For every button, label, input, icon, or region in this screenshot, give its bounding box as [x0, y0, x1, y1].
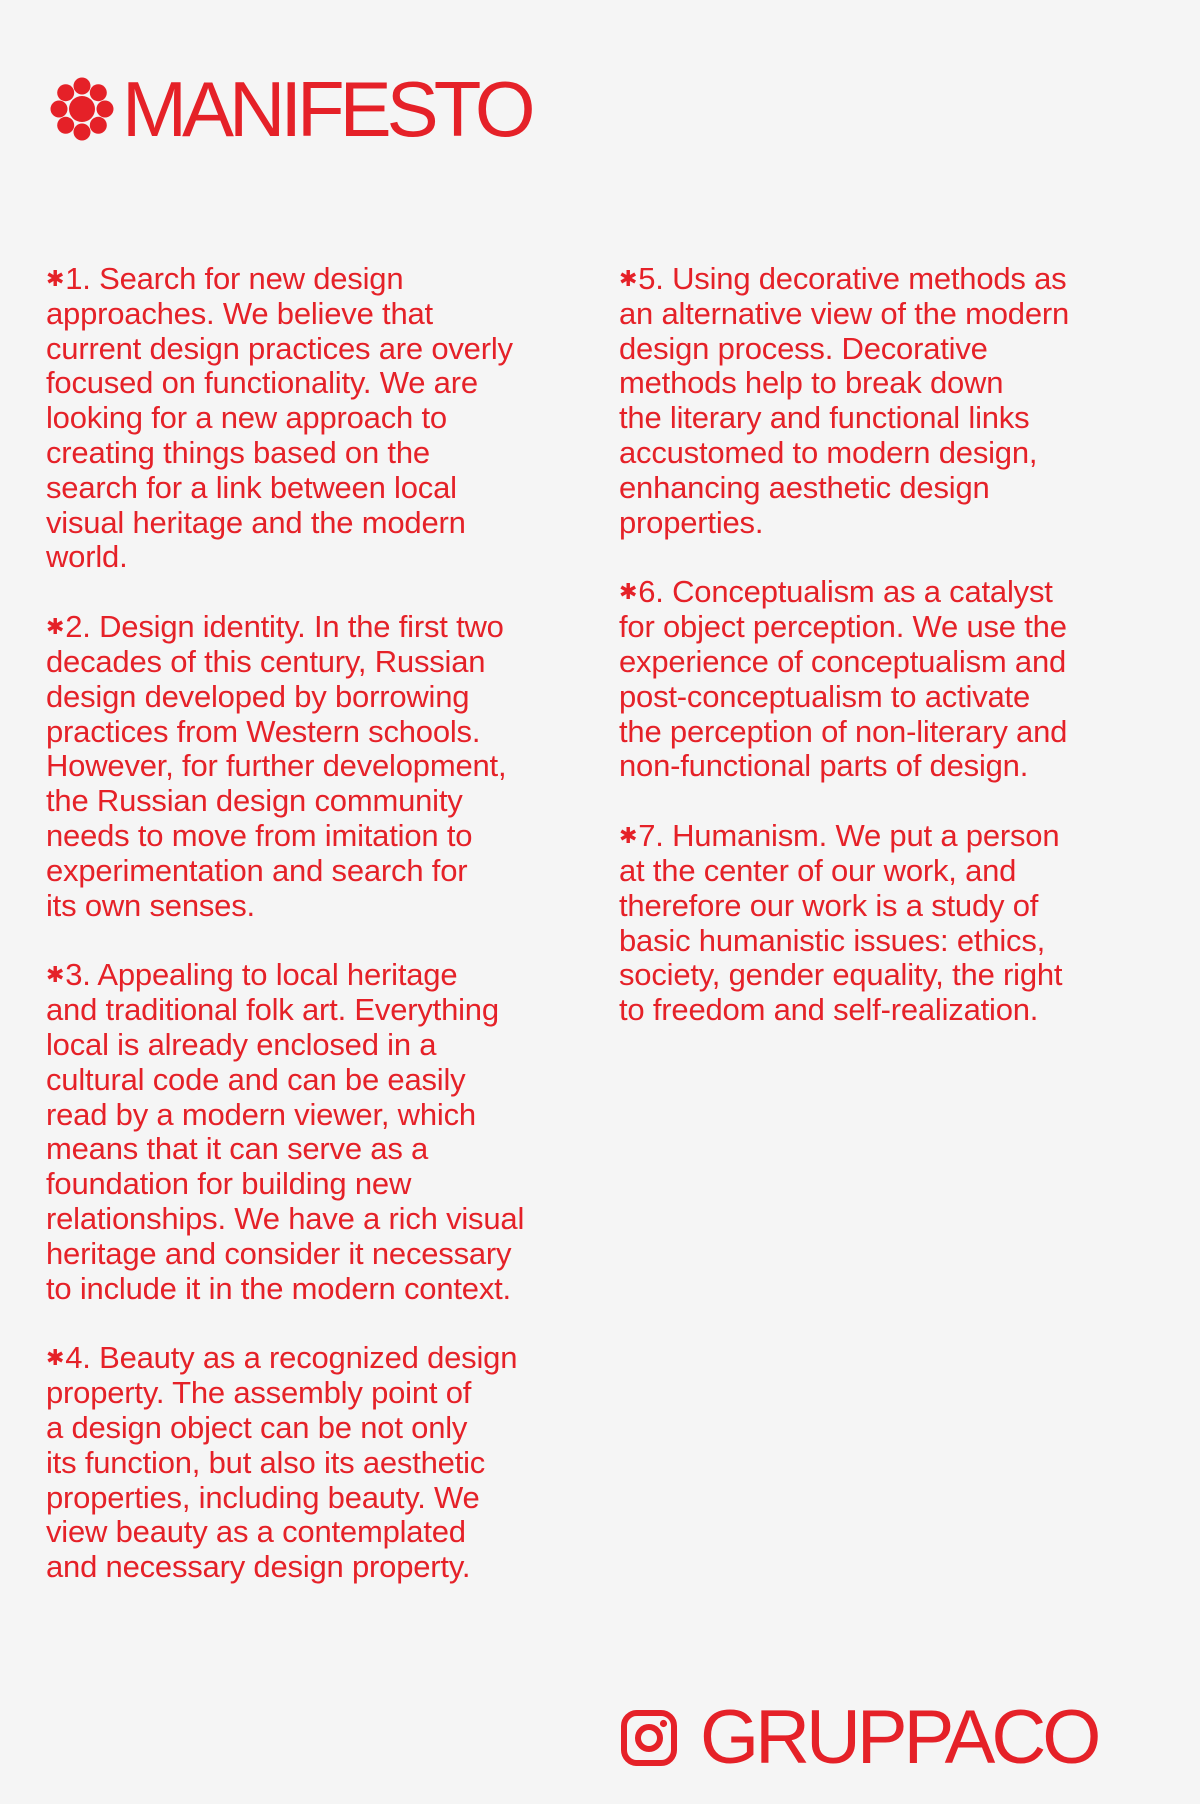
- instagram-handle[interactable]: GRUPPACO: [700, 1695, 1098, 1780]
- manifesto-item: [619, 262, 1179, 540]
- manifesto-column-left: [46, 262, 606, 1620]
- manifesto-item: [46, 610, 606, 923]
- manifesto-item-text: 6. Conceptualism as a catalyst for object perception. We use the experience of conceptualism and post-conceptualism to activate the perception of non-literary and non-functional parts of design.: [619, 574, 1068, 784]
- footer: [620, 1695, 1098, 1780]
- manifesto-item-text: 2. Design identity. In the first two decades of this century, Russian design developed by borrowing practices from Western schools. However, for further development, the Russian design community needs to move from imitation to experimentation and search for its own senses.: [46, 609, 507, 923]
- asterisk-icon: ✱: [619, 579, 638, 605]
- instagram-icon[interactable]: [620, 1709, 678, 1767]
- manifesto-item-text: 4. Beauty as a recognized design property. The assembly point of a design object can be not only its function, but also its aesthetic properties, including beauty. We view beauty as a contemplated and necessary design property.: [46, 1340, 518, 1585]
- header: [46, 65, 531, 153]
- manifesto-item-text: 5. Using decorative methods as an alternative view of the modern design process. Decorative methods help to break down the literary and functional links accustomed to modern design, enhancing aesthetic design properties.: [619, 261, 1070, 540]
- asterisk-icon: ✱: [46, 962, 65, 988]
- asterisk-icon: ✱: [46, 1345, 65, 1371]
- manifesto-item-text: 1. Search for new design approaches. We believe that current design practices are overly focused on functionality. We are looking for a new approach to creating things based on the search for a link between local visual heritage and the modern world.: [46, 261, 513, 575]
- manifesto-item: [46, 958, 606, 1306]
- asterisk-icon: ✱: [619, 823, 638, 849]
- asterisk-icon: ✱: [46, 266, 65, 291]
- manifesto-item: [619, 819, 1179, 1028]
- manifesto-item: [46, 1341, 606, 1585]
- asterisk-icon: ✱: [46, 614, 65, 640]
- manifesto-item: [46, 262, 606, 575]
- manifesto-item-text: 3. Appealing to local heritage and traditional folk art. Everything local is already enclosed in a cultural code and can be easily read by a modern viewer, which means that it can serve as a foundation for building new relationships. We have a rich visual heritage and consider it necessary to include it in the modern context.: [46, 957, 525, 1306]
- flower-logo-icon: [46, 73, 118, 145]
- manifesto-item-text: 7. Humanism. We put a person at the center of our work, and therefore our work is a study of basic humanistic issues: ethics, society, gender equality, the right to freedom and self-realization.: [619, 818, 1063, 1028]
- manifesto-item: [619, 575, 1179, 784]
- page-title: MANIFESTO: [122, 65, 531, 153]
- asterisk-icon: ✱: [619, 266, 638, 291]
- manifesto-column-right: [619, 262, 1179, 1063]
